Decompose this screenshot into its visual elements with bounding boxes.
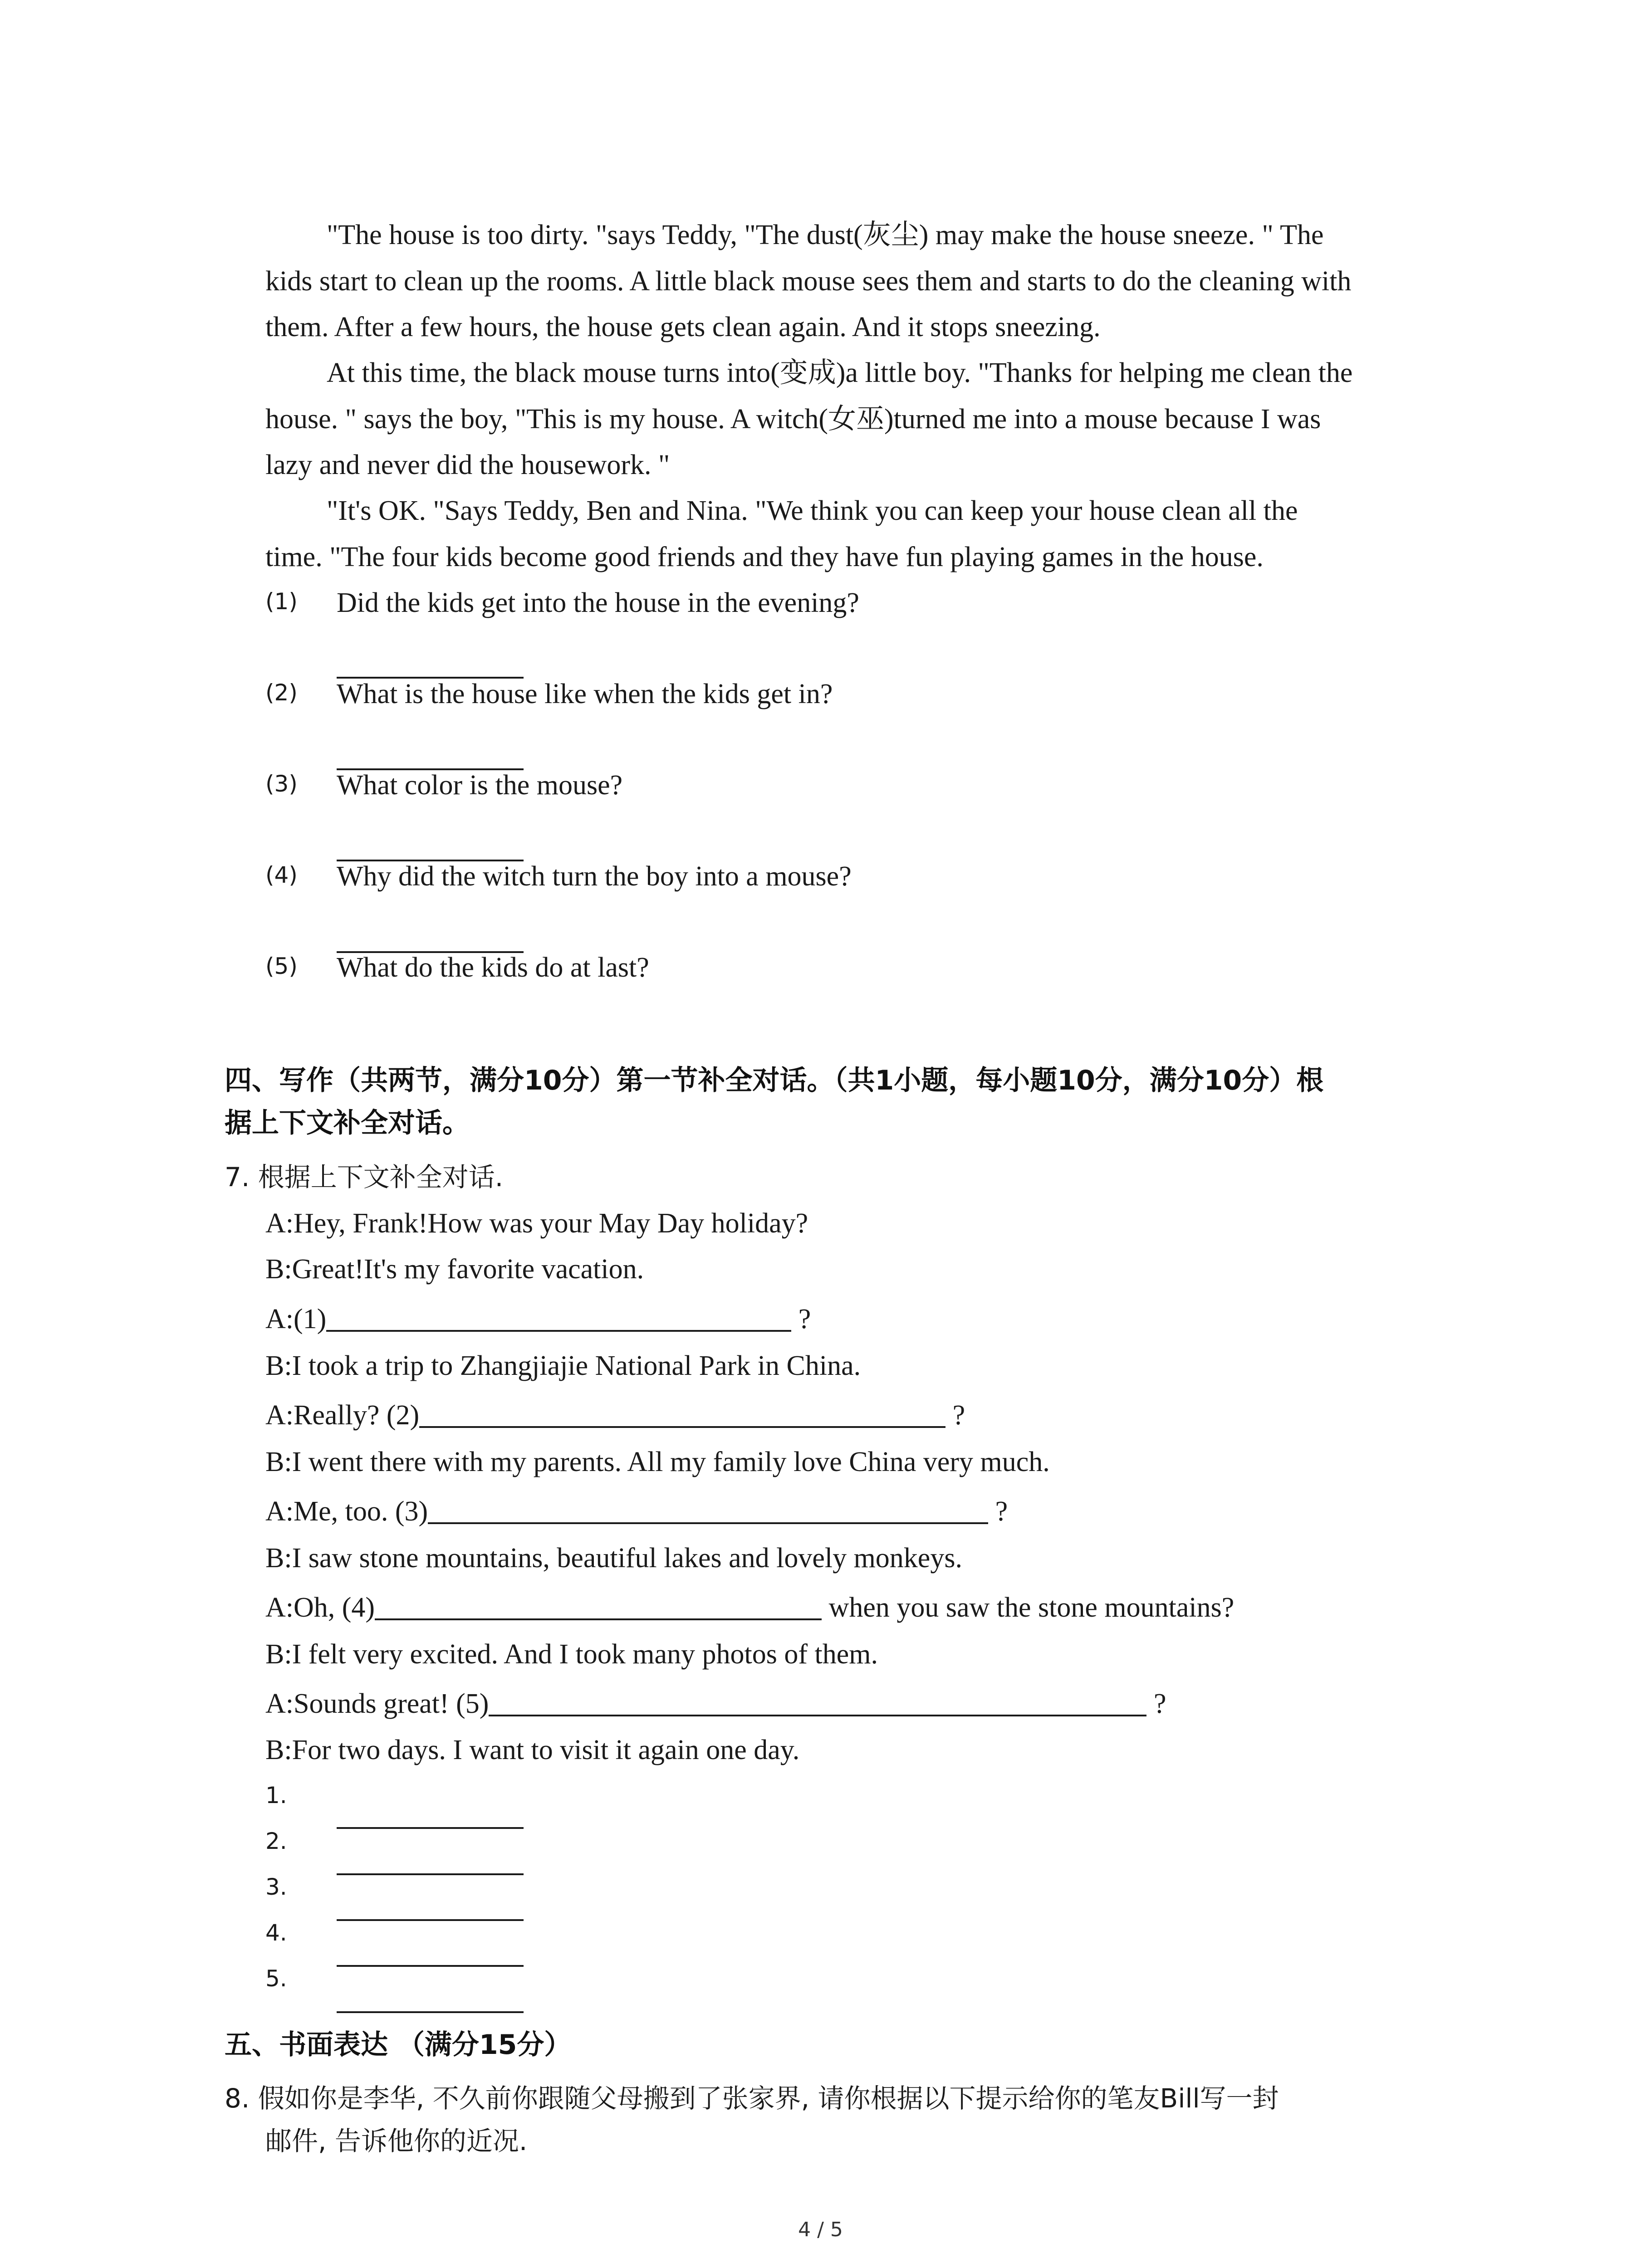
dialogue-blank[interactable] xyxy=(326,1307,791,1332)
story-line: time. "The four kids become good friends and they have fun playing games in the house. xyxy=(265,542,1264,572)
answer-number: 3. xyxy=(265,1874,287,1900)
dialogue-line xyxy=(265,1589,1234,1626)
dialogue-suffix: when you saw the stone mountains? xyxy=(828,1592,1234,1623)
dialogue-line: B:I saw stone mountains, beautiful lakes and lovely monkeys. xyxy=(265,1543,962,1574)
dialogue-line: B:For two days. I want to visit it again one day. xyxy=(265,1735,800,1765)
story-line: house. " says the boy, "This is my house. A witch(女巫)turned me into a mouse because I was xyxy=(265,404,1321,435)
dialogue-prefix: A:Oh, (4) xyxy=(265,1592,375,1623)
answer-blank[interactable] xyxy=(337,2011,524,2013)
answer-number: 1. xyxy=(265,1782,287,1809)
question-text: 邮件, 告诉他你的近况. xyxy=(265,2126,528,2156)
question-text: Did the kids get into the house in the evening? xyxy=(337,587,859,618)
dialogue-line xyxy=(265,1301,811,1337)
dialogue-line: B:I felt very excited. And I took many photos of them. xyxy=(265,1639,878,1670)
question-number: (5) xyxy=(265,953,298,979)
dialogue-blank[interactable] xyxy=(419,1403,945,1428)
question-text: Why did the witch turn the boy into a mouse? xyxy=(337,861,852,892)
dialogue-line: B:I took a trip to Zhangjiajie National Park in China. xyxy=(265,1350,861,1381)
section-heading: 四、写作（共两节，满分10分）第一节补全对话。（共1小题，每小题10分，满分10分）根 xyxy=(225,1065,1324,1096)
question-text: What color is the mouse? xyxy=(337,770,623,801)
dialogue-blank[interactable] xyxy=(489,1692,1146,1716)
question-text: What is the house like when the kids get in? xyxy=(337,679,833,709)
question-number: (1) xyxy=(265,588,298,615)
answer-blank[interactable] xyxy=(337,1919,524,1921)
dialogue-prefix: A:(1) xyxy=(265,1304,327,1334)
question-number: (4) xyxy=(265,862,298,888)
dialogue-prefix: A:Sounds great! (5) xyxy=(265,1688,489,1719)
dialogue-line xyxy=(265,1686,1166,1722)
dialogue-suffix: ? xyxy=(952,1400,965,1431)
dialogue-line: B:I went there with my parents. All my family love China very much. xyxy=(265,1447,1050,1477)
story-line: At this time, the black mouse turns into(变成)a little boy. "Thanks for helping me clean the xyxy=(327,357,1353,388)
story-line: kids start to clean up the rooms. A little black mouse sees them and starts to do the cleaning with xyxy=(265,266,1352,297)
dialogue-line xyxy=(265,1397,965,1433)
dialogue-suffix: ? xyxy=(995,1496,1008,1527)
dialogue-blank[interactable] xyxy=(428,1500,988,1524)
dialogue-line xyxy=(265,1493,1008,1530)
story-line: lazy and never did the housework. " xyxy=(265,450,670,480)
answer-number: 5. xyxy=(265,1965,287,1992)
answer-number: 4. xyxy=(265,1920,287,1946)
section-heading: 五、书面表达 （满分15分） xyxy=(225,2029,572,2061)
story-line: "The house is too dirty. "says Teddy, "The dust(灰尘) may make the house sneeze. " The xyxy=(327,220,1324,250)
story-line: "It's OK. "Says Teddy, Ben and Nina. "We think you can keep your house clean all the xyxy=(327,495,1298,526)
dialogue-suffix: ? xyxy=(798,1304,811,1334)
story-line: them. After a few hours, the house gets clean again. And it stops sneezing. xyxy=(265,312,1101,342)
dialogue-line: B:Great!It's my favorite vacation. xyxy=(265,1254,644,1285)
section-heading: 据上下文补全对话。 xyxy=(225,1107,470,1139)
question-number: (2) xyxy=(265,679,298,706)
dialogue-prefix: A:Really? (2) xyxy=(265,1400,420,1431)
question-number: (3) xyxy=(265,771,298,797)
dialogue-blank[interactable] xyxy=(375,1596,822,1620)
answer-number: 2. xyxy=(265,1828,287,1854)
question-text: 8. 假如你是李华, 不久前你跟随父母搬到了张家界, 请你根据以下提示给你的笔友Bill写一封 xyxy=(225,2083,1279,2114)
question-text: What do the kids do at last? xyxy=(337,952,649,983)
page-number: 4 / 5 xyxy=(798,2218,843,2241)
answer-blank[interactable] xyxy=(337,1965,524,1967)
dialogue-suffix: ? xyxy=(1153,1688,1166,1719)
answer-blank[interactable] xyxy=(337,1873,524,1875)
answer-blank[interactable] xyxy=(337,1827,524,1829)
question-label: 7. 根据上下文补全对话. xyxy=(225,1162,504,1193)
dialogue-prefix: A:Me, too. (3) xyxy=(265,1496,428,1527)
dialogue-line: A:Hey, Frank!How was your May Day holiday? xyxy=(265,1208,808,1239)
